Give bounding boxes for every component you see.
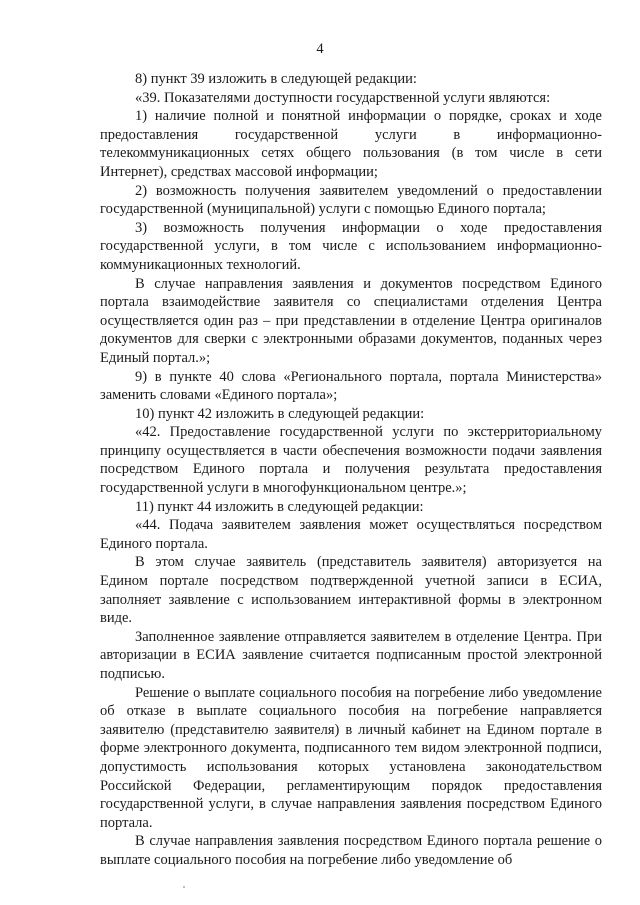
paragraph: В случае направления заявления и документов посредством Единого портала взаимодействие заявителя со специалистами отделения Центра осуществляется один раз – при представлении в отделение Центра оригиналов документов для сверки с электронными образами документов, поданных через Единый портал.»; <box>100 275 602 366</box>
paragraph: В этом случае заявитель (представитель заявителя) авторизуется на Едином портале посредством подтвержденной учетной записи в ЕСИА, заполняет заявление с использованием интерактивной формы в электронном виде. <box>100 554 602 627</box>
document-body <box>100 70 602 870</box>
paragraph: «44. Подача заявителем заявления может осуществляться посредством Единого портала. <box>100 517 602 552</box>
paragraph: «39. Показателями доступности государственной услуги являются: <box>135 89 551 106</box>
paragraph: 10) пункт 42 изложить в следующей редакции: <box>135 405 425 422</box>
paragraph: 3) возможность получения информации о ходе предоставления государственной услуги, в том числе с использованием информационно-коммуникационных технологий. <box>100 219 602 273</box>
page-number: 4 <box>316 41 324 57</box>
paragraph: Решение о выплате социального пособия на погребение либо уведомление об отказе в выплате социального пособия на погребение направляется заявителю (представителю заявителя) в личный кабинет на Едином портале в форме электронного документа, подписанного тем видом электронной подписи, допустимость использования которых установлена законодательством Российской Федерации, регламентирующим порядок предоставления государственной услуги, в случае направления заявления посредством Единого портала. <box>100 684 602 831</box>
paragraph: 1) наличие полной и понятной информации о порядке, сроках и ходе предоставления государственной услуги в информационно-телекоммуникационных сетях общего пользования (в том числе в сети Интернет), средствах массовой информации; <box>100 108 602 180</box>
paragraph: 11) пункт 44 изложить в следующей редакции: <box>135 498 424 515</box>
paragraph: «42. Предоставление государственной услуги по экстерриториальному принципу осуществляется в части обеспечения возможности подачи заявления посредством Единого портала и получения результата предоставления государственной услуги в многофункциональном центре.»; <box>100 424 602 497</box>
paragraph: 2) возможность получения заявителем уведомлений о предоставлении государственной (муниципальной) услуги с помощью Единого портала; <box>100 182 602 218</box>
paragraph: 9) в пункте 40 слова «Регионального портала, портала Министерства» заменить словами «Единого портала»; <box>100 368 602 404</box>
paragraph: Заполненное заявление отправляется заявителем в отделение Центра. При авторизации в ЕСИА заявление считается подписанным простой электронной подписью. <box>100 628 602 682</box>
scan-speck <box>183 886 185 888</box>
paragraph: В случае направления заявления посредством Единого портала решение о выплате социального пособия на погребение либо уведомление об <box>100 833 602 868</box>
paragraph: 8) пункт 39 изложить в следующей редакции: <box>135 71 417 87</box>
